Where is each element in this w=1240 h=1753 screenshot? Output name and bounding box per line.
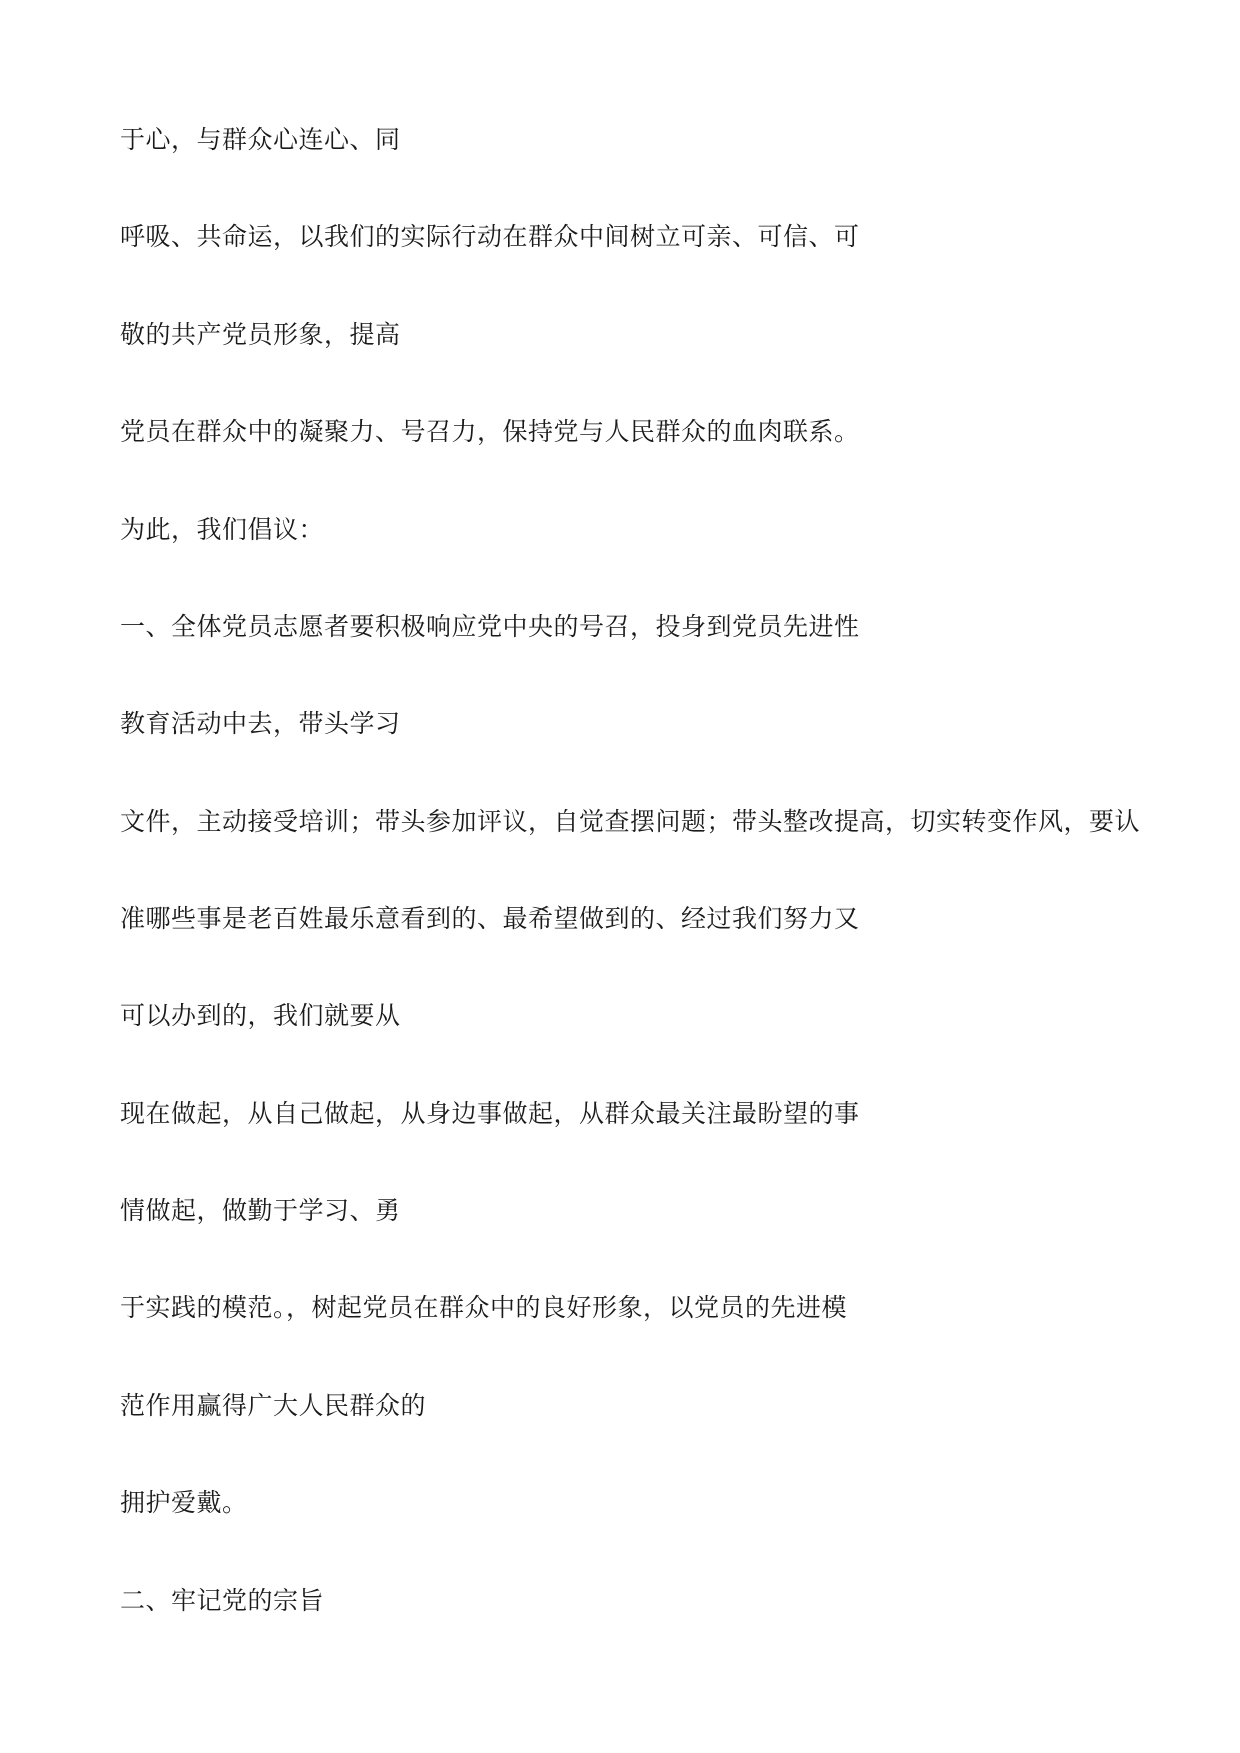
text-line: 现在做起，从自己做起，从身边事做起，从群众最关注最盼望的事 — [120, 1099, 860, 1128]
text-line: 于心，与群众心连心、同 — [120, 125, 401, 154]
text-line: 可以办到的，我们就要从 — [120, 1001, 401, 1030]
text-line: 党员在群众中的凝聚力、号召力，保持党与人民群众的血肉联系。 — [120, 417, 860, 446]
text-line: 教育活动中去，带头学习 — [120, 709, 401, 738]
text-line: 拥护爱戴。 — [120, 1488, 248, 1517]
text-line: 于实践的模范。，树起党员在群众中的良好形象，以党员的先进模 — [120, 1293, 848, 1322]
text-line: 敬的共产党员形象，提高 — [120, 320, 401, 349]
text-line: 为此，我们倡议： — [120, 515, 325, 544]
text-line: 准哪些事是老百姓最乐意看到的、最希望做到的、经过我们努力又 — [120, 904, 860, 933]
text-line: 文件，主动接受培训；带头参加评议，自觉查摆问题；带头整改提高，切实转变作风，要认 — [120, 807, 1141, 836]
text-line: 呼吸、共命运，以我们的实际行动在群众中间树立可亲、可信、可 — [120, 222, 860, 251]
text-line: 二、牢记党的宗旨 — [120, 1586, 325, 1615]
text-line: 情做起，做勤于学习、勇 — [120, 1196, 401, 1225]
text-line: 一、全体党员志愿者要积极响应党中央的号召，投身到党员先进性 — [120, 612, 860, 641]
text-line: 范作用赢得广大人民群众的 — [120, 1391, 427, 1420]
